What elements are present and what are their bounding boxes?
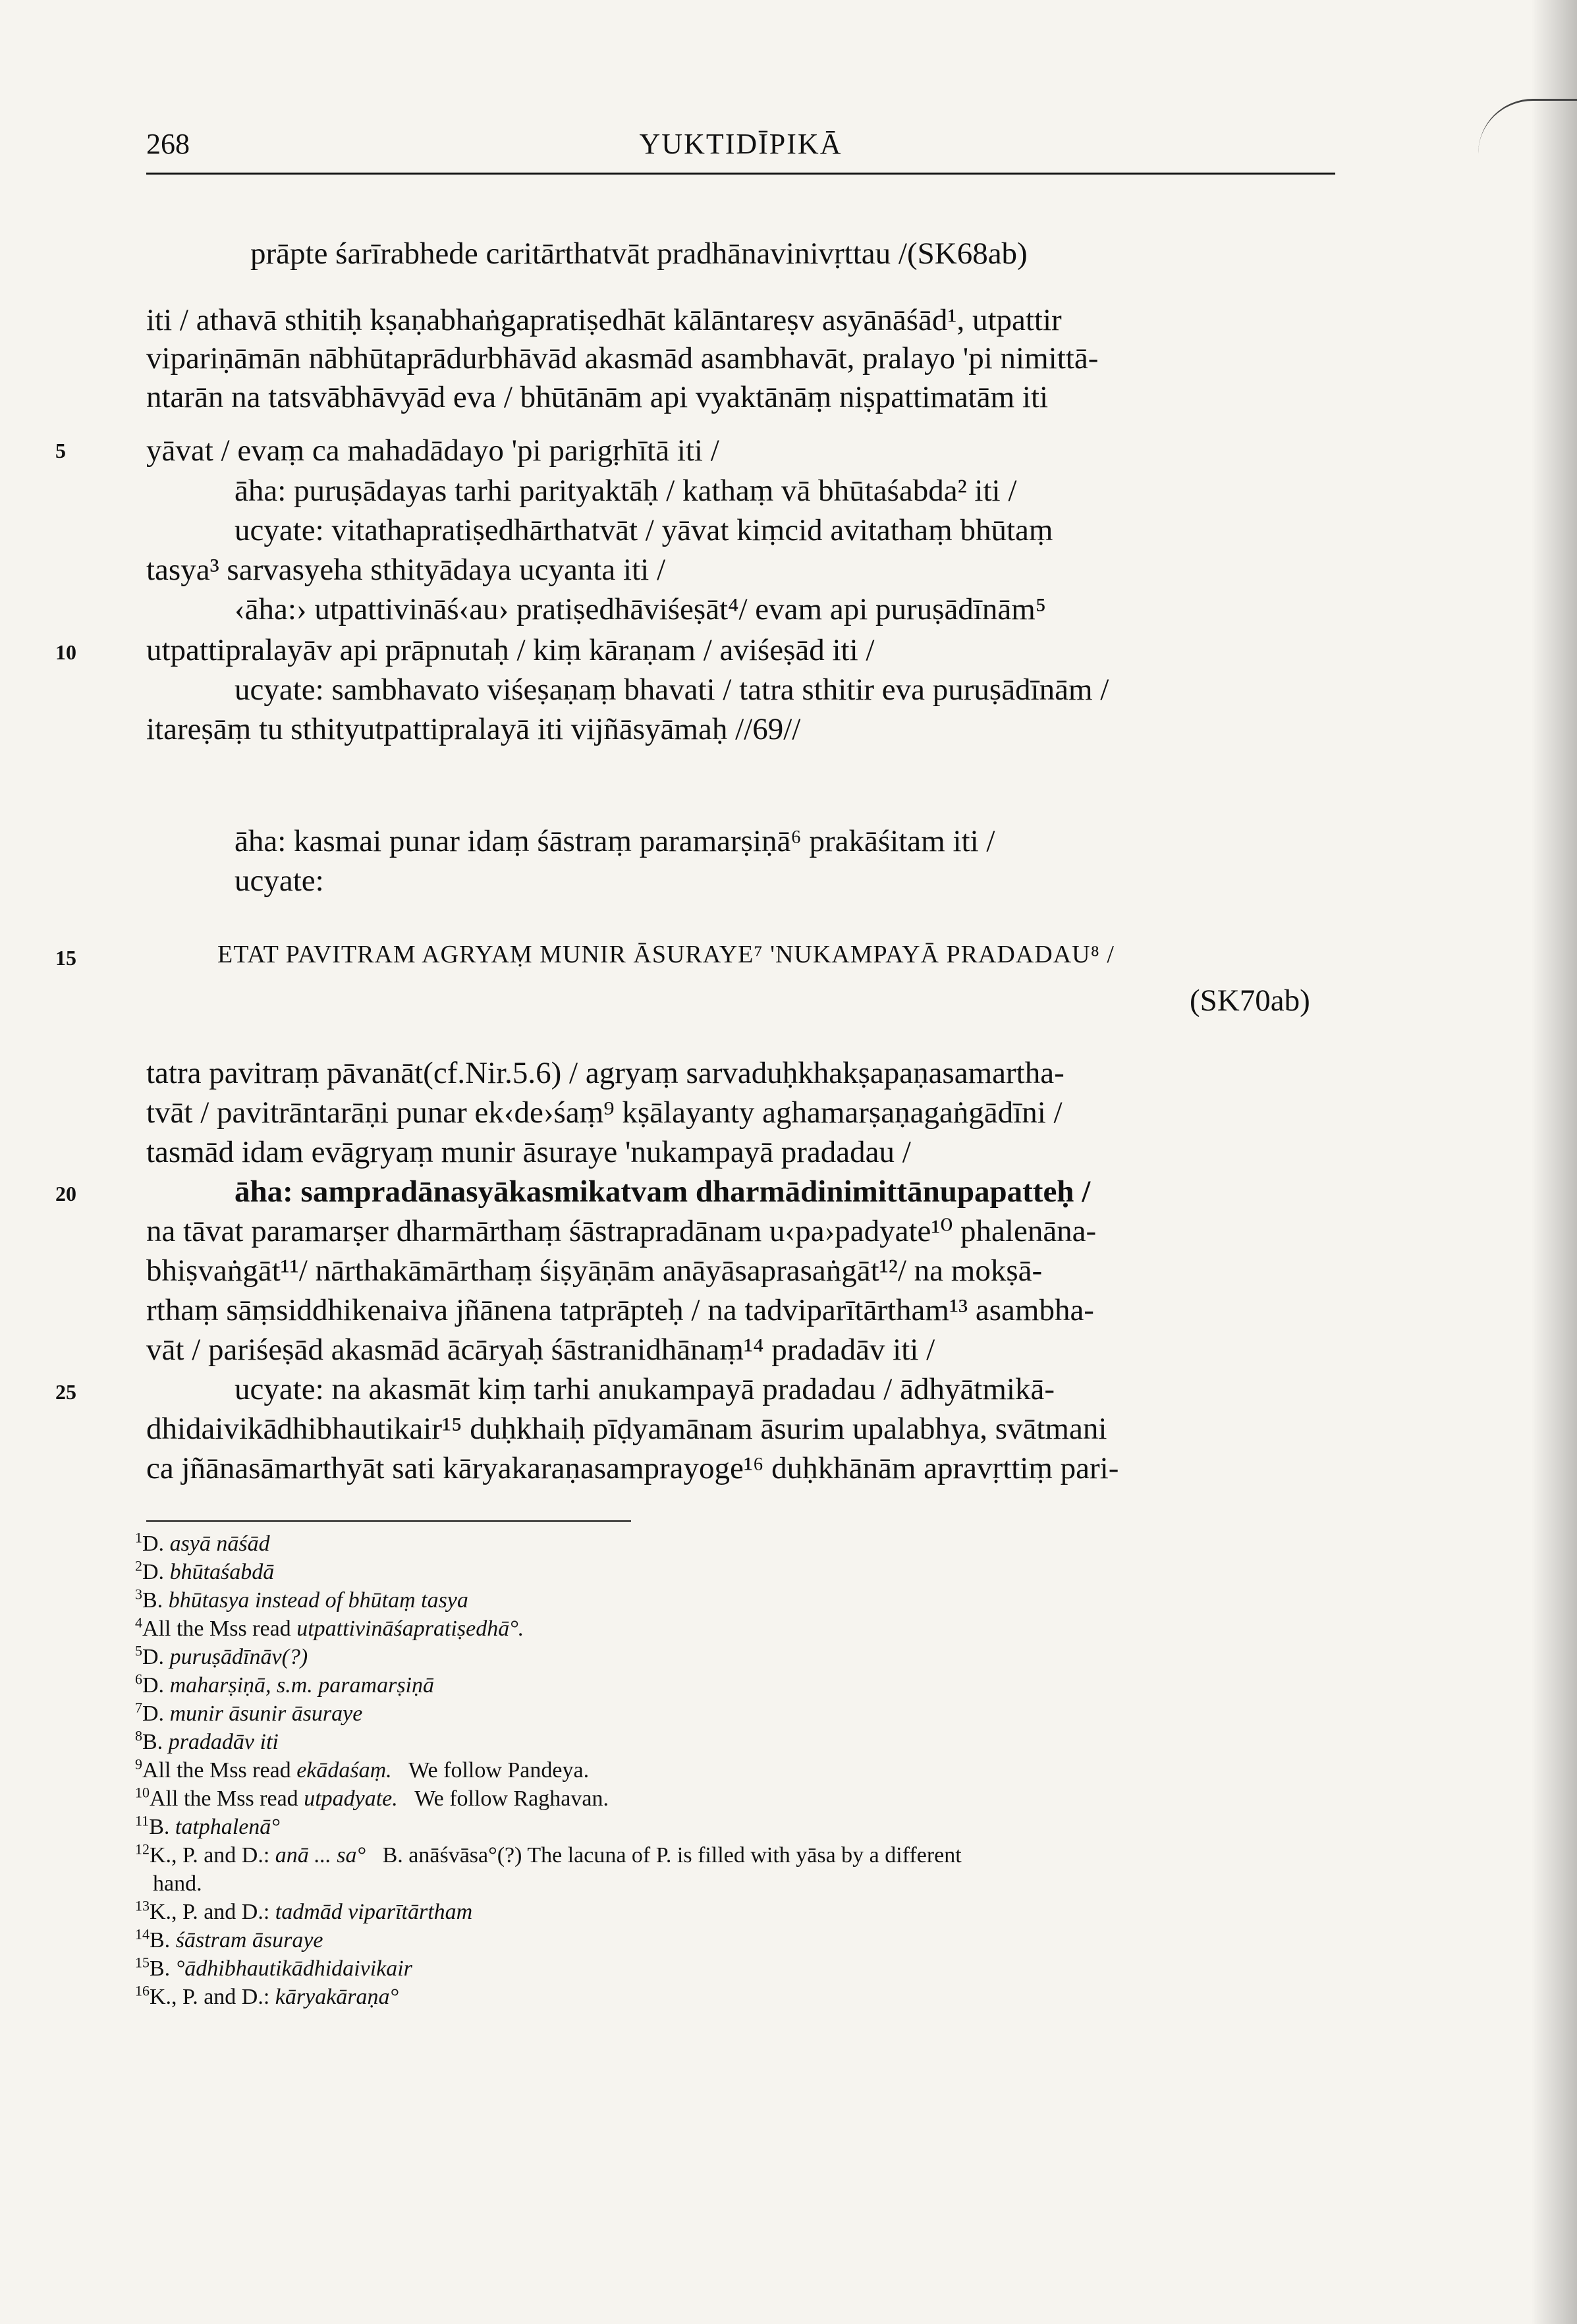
footnote-label: D. [142,1673,165,1698]
footnote-number: 8 [135,1727,142,1744]
footnote-label: D. [142,1645,165,1669]
page-number: 268 [146,128,190,160]
footnote-text: pradadāv iti [168,1730,279,1754]
footnote-label: B. [150,1928,171,1952]
footnote-text: śāstram āsuraye [175,1928,323,1952]
line-number: 5 [55,439,66,462]
footnote [135,1813,280,1842]
footnote-text: tatphalenā° [175,1815,280,1839]
footnote [135,1586,468,1615]
footnote-text: bhūtaśabdā [169,1560,275,1584]
footnote-text: bhūtasya instead of bhūtaṃ tasya [168,1588,468,1613]
footnote-label: K., P. and D.: [150,1900,270,1924]
text-line: ca jñānasāmarthyāt sati kāryakaraṇasamprayoge¹⁶ duḥkhānām apravṛttiṃ pari- [146,1451,1119,1485]
text-line: na tāvat paramarṣer dharmārthaṃ śāstrapradānam u‹pa›padyate¹⁰ phalenāna- [146,1214,1097,1248]
footnote [135,1784,609,1813]
text-line: ucyate: na akasmāt kiṃ tarhi anukampayā pradadau / ādhyātmikā- [235,1372,1055,1406]
footnote-text: °ādhibhautikādhidaivikair [175,1956,412,1981]
text-line: (SK70ab) [1190,983,1310,1018]
footnote-number: 11 [135,1812,150,1829]
text-line: itareṣāṃ tu sthityutpattipralayā iti vijñāsyāmaḥ //69// [146,712,801,746]
footnote [135,1615,524,1644]
verse-line: ETAT PAVITRAM AGRYAṂ MUNIR ĀSURAYE⁷ 'NUKAMPAYĀ PRADADAU⁸ / [217,941,1115,968]
line-number: 15 [55,946,76,970]
footnote [135,1700,362,1729]
footnote [135,1926,323,1955]
footnote-label: B. [142,1730,163,1754]
footnote-text: utpadyate. [304,1786,398,1811]
text-line: yāvat / evaṃ ca mahadādayo 'pi parigṛhītā iti / [146,433,719,468]
footnote-text: ekādaśaṃ. [296,1758,392,1783]
text-line: vāt / pariśeṣād akasmād ācāryaḥ śāstranidhānaṃ¹⁴ pradadāv iti / [146,1333,935,1367]
text-line: ‹āha:› utpattivināś‹au› pratiṣedhāviśeṣāt⁴/ evam api puruṣādīnām⁵ [235,592,1047,626]
text-line: bhiṣvaṅgāt¹¹/ nārthakāmārthaṃ śiṣyāṇām anāyāsaprasaṅgāt¹²/ na mokṣā- [146,1254,1043,1288]
footnote-label: B. [150,1956,171,1981]
footnote-text: tadmād viparītārtham [275,1900,473,1924]
text-line: vipariṇāmān nābhūtaprādurbhāvād akasmād asambhavāt, pralayo 'pi nimittā- [146,341,1099,375]
footnote-number: 4 [135,1614,142,1631]
text-line: tasya³ sarvasyeha sthityādaya ucyanta iti / [146,553,666,587]
text-line: dhidaivikādhibhautikair¹⁵ duḥkhaiḥ pīḍyamānam āsurim upalabhya, svātmani [146,1412,1107,1446]
footnote [135,1671,434,1700]
footnote [135,1558,274,1587]
footnote-label: D. [142,1702,165,1726]
page-edge-shadow [1531,0,1577,2324]
footnote-number: 1 [135,1529,142,1546]
footnote-label: D. [142,1532,165,1556]
footnote-note: We follow Raghavan. [414,1786,609,1811]
footnote [135,1728,279,1757]
text-line: tatra pavitraṃ pāvanāt(cf.Nir.5.6) / agryaṃ sarvaduḥkhakṣapaṇasamartha- [146,1056,1065,1090]
text-line: utpattipralayāv api prāpnutaḥ / kiṃ kāraṇam / aviśeṣād iti / [146,633,875,667]
running-title: YUKTIDĪPIKĀ [639,128,843,160]
footnote [135,1841,962,1870]
footnote [135,1530,270,1559]
text-line: āha: puruṣādayas tarhi parityaktāḥ / kathaṃ vā bhūtaśabda² iti / [235,474,1017,508]
text-line: ntarān na tatsvābhāvyād eva / bhūtānām api vyaktānāṃ niṣpattimatām iti [146,380,1049,414]
footnote-text: munir āsunir āsuraye [169,1702,363,1726]
footnote-label: hand. [153,1871,202,1896]
text-line: tasmād idam evāgryaṃ munir āsuraye 'nukampayā pradadau / [146,1135,911,1169]
text-line: ucyate: vitathapratiṣedhārthatvāt / yāvat kiṃcid avitathaṃ bhūtaṃ [235,513,1053,547]
footnote [135,1756,589,1785]
footnote-text: anā ... sa° [275,1843,366,1868]
footnote [135,1954,412,1983]
footnote-label: All the Mss read [142,1758,291,1783]
footnote-number: 2 [135,1557,142,1574]
line-number: 10 [55,640,76,664]
footnote [153,1869,202,1898]
page-curl [1478,99,1577,153]
footnote [135,1983,399,2012]
footnote-label: B. [142,1588,163,1613]
text-line: ucyate: sambhavato viśeṣaṇaṃ bhavati / tatra sthitir eva puruṣādīnām / [235,673,1109,707]
footnote-label: All the Mss read [150,1786,298,1811]
footnote-number: 14 [135,1925,150,1943]
footnote-number: 3 [135,1586,142,1603]
footnote-number: 9 [135,1756,142,1773]
footnote [135,1643,308,1672]
footnote-number: 15 [135,1954,150,1971]
header-rule [146,173,1335,175]
page-header [146,127,1335,173]
text-line: rthaṃ sāṃsiddhikenaiva jñānena tatprāpteḥ / na tadviparītārtham¹³ asambha- [146,1293,1094,1327]
footnote-label: K., P. and D.: [150,1843,270,1868]
footnote-label: All the Mss read [142,1617,291,1641]
footnote-number: 6 [135,1671,142,1688]
footnote-text: maharṣiṇā, s.m. paramarṣiṇā [169,1673,435,1698]
line-number: 25 [55,1380,76,1404]
footnote-label: B. [149,1815,170,1839]
text-line: prāpte śarīrabhede caritārthatvāt pradhānavinivṛttau /(SK68ab) [250,236,1028,271]
footnote-rule [146,1520,631,1522]
text-line: iti / athavā sthitiḥ kṣaṇabhaṅgapratiṣedhāt kālāntareṣv asyānāśād¹, utpattir [146,303,1062,337]
text-line: tvāt / pavitrāntarāṇi punar ek‹de›śaṃ⁹ kṣālayanty aghamarṣaṇagaṅgādīni / [146,1095,1063,1130]
footnote-number: 13 [135,1897,150,1914]
footnote-text: utpattivināśapratiṣedhā°. [296,1617,524,1641]
footnote-text: puruṣādīnāv(?) [169,1645,308,1669]
footnote-number: 7 [135,1699,142,1716]
footnote-number: 12 [135,1840,150,1858]
footnote-number: 10 [135,1784,150,1801]
line-number: 20 [55,1182,76,1205]
footnote-note: B. anāśvāsa°(?) The lacuna of P. is filled with yāsa by a different [382,1843,962,1868]
footnote-label: K., P. and D.: [150,1985,270,2009]
footnote-number: 5 [135,1642,142,1659]
footnote-number: 16 [135,1982,150,1999]
footnote-note: We follow Pandeya. [408,1758,590,1783]
footnote-text: kāryakāraṇa° [275,1985,399,2009]
text-line: ucyate: [235,864,324,898]
text-line: āha: kasmai punar idaṃ śāstraṃ paramarṣiṇā⁶ prakāśitam iti / [235,824,995,858]
footnote-label: D. [142,1560,165,1584]
footnote-text: asyā nāśād [169,1532,270,1556]
text-line: āha: sampradānasyākasmikatvam dharmādinimittānupapatteḥ / [235,1175,1091,1209]
footnote [135,1898,472,1927]
